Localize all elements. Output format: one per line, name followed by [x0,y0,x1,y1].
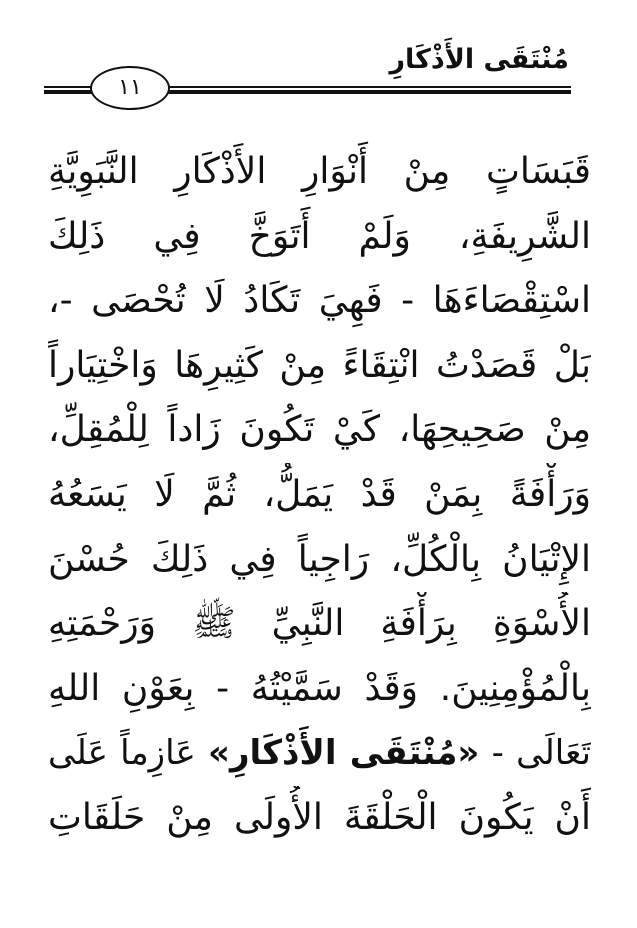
text-line-10-end: عَازِماً عَلَى [48,733,196,774]
page-number: ١١ [118,75,142,100]
text-line-10 [48,721,591,786]
text-line-6: وَرَأْفَةً بِمَنْ قَدْ يَمَلُّ، ثُمَّ لَا يَسَعُهُ [48,473,591,515]
text-line-3: اسْتِقْصَاءَهَا - فَهِيَ تَكَادُ لَا تُحْصَى -، [48,280,591,322]
text-line-2: الشَّرِيفَةِ، وَلَمْ أَتَوَخَّ فِي ذَلِكَ [48,215,591,257]
running-title: مُنْتَقَى الأَذْكَارِ [389,44,569,75]
text-line-8: الأُسْوَةِ بِرَأْفَةِ النَّبِيِّ ﷺ وَرَحْمَتِهِ [48,603,591,645]
text-line-4: بَلْ قَصَدْتُ انْتِقَاءً مِنْ كَثِيرِهَا وَاخْتِيَاراً [48,344,591,386]
body-text [48,140,591,851]
page-header [0,0,637,110]
page-number-oval [90,66,170,110]
text-line-10-start: تَعَالَى - [479,733,591,774]
text-line-11: أَنْ يَكُونَ الْحَلْقَةَ الأُولَى مِنْ حَلَقَاتِ [48,796,591,838]
book-title-inline: «مُنْتَقَى الأَذْكَارِ» [207,733,480,774]
text-line-1: قَبَسَاتٍ مِنْ أَنْوَارِ الأَذْكَارِ النَّبَوِيَّةِ [48,151,591,192]
text-line-5: مِنْ صَحِيحِهَا، كَيْ تَكُونَ زَاداً لِلْمُقِلِّ، [48,409,591,451]
text-line-7: الإِتْيَانُ بِالْكُلِّ، رَاجِياً فِي ذَلِكَ حُسْنَ [48,538,591,580]
text-line-9: بِالْمُؤْمِنِينَ. وَقَدْ سَمَّيْتُهُ - بِعَوْنِ اللهِ [48,667,591,709]
